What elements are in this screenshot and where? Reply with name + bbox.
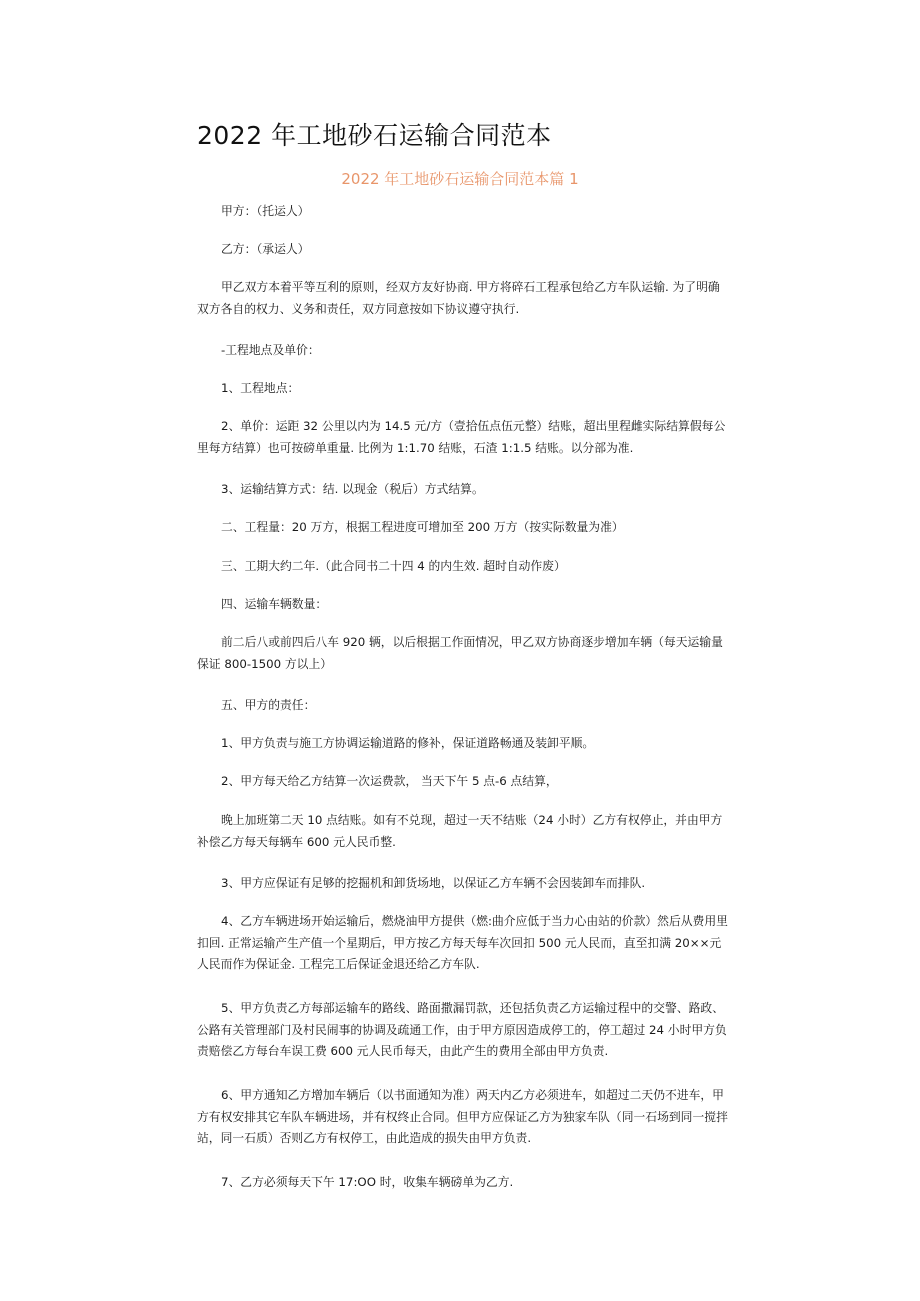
paragraph-section-1: -工程地点及单价：	[221, 343, 320, 357]
paragraph-duty-4: 4、乙方车辆进场开始运输后，燃烧油甲方提供（燃:曲介应低于当力心由站的价款）然后从费用里扣回. 正常运输产生产值一个星期后，甲方按乙方每天每车次回扣 500 元人民而，直至扣满 20××元人民而作为保证金. 工程完工后保证金退还给乙方车队.	[197, 914, 728, 971]
paragraph-duty-2-cont: 晚上加班第二天 10 点结账。如有不兑现，超过一天不结账（24 小时）乙方有权停止，并由甲方补偿乙方每天每辆车 600 元人民币整.	[197, 813, 723, 849]
paragraph-duty-6: 6、甲方通知乙方增加车辆后（以书面通知为准）两天内乙方必须进车，如超过二天仍不进车，甲方有权安排其它车队车辆进场，并有权终止合同。但甲方应保证乙方为独家车队（同一石场到同一搅拌站，同一石质）否则乙方有权停工，由此造成的损失由甲方负责.	[197, 1088, 728, 1145]
document-title: 2022 年工地砂石运输合同范本	[197, 121, 552, 150]
paragraph-settlement: 3、运输结算方式：结. 以现金（税后）方式结算。	[221, 482, 484, 496]
paragraph-unit-price: 2、单价：运距 32 公里以内为 14.5 元/方（壹拾伍点伍元整）结账，超出里程雌实际结算假每公里每方结算）也可按磅单重量. 比例为 1:1.70 结账，石渣 1:1.5 结账。以分部为准.	[197, 419, 726, 455]
paragraph-duty-5: 5、甲方负责乙方每部运输车的路线、路面撒漏罚款，还包括负责乙方运输过程中的交警、路政、公路有关管理部门及村民闹事的协调及疏通工作，由于甲方原因造成停工的，停工超过 24 小时甲方负责赔偿乙方每台车误工费 600 元人民币每天，由此产生的费用全部由甲方负责.	[197, 1001, 727, 1058]
paragraph-vehicle-count: 前二后八或前四后八车 920 辆，以后根据工作面情况，甲乙双方协商逐步增加车辆（每天运输量保证 800-1500 方以上）	[197, 635, 723, 671]
paragraph-party-a: 甲方：（托运人）	[221, 204, 310, 218]
document-subtitle: 2022 年工地砂石运输合同范本篇 1	[341, 170, 579, 188]
paragraph-preamble: 甲乙双方本着平等互利的原则，经双方友好协商. 甲方将碎石工程承包给乙方车队运输. 为了明确双方各自的权力、义务和责任，双方同意按如下协议遵守执行.	[197, 280, 720, 316]
paragraph-section-4: 四、运输车辆数量：	[221, 597, 328, 611]
paragraph-duty-3: 3、甲方应保证有足够的挖掘机和卸货场地，以保证乙方车辆不会因装卸车而排队.	[221, 876, 646, 890]
paragraph-section-5: 五、甲方的责任：	[221, 698, 316, 712]
paragraph-duty-2: 2、甲方每天给乙方结算一次运费款， 当天下午 5 点-6 点结算，	[221, 774, 558, 788]
paragraph-duty-1: 1、甲方负责与施工方协调运输道路的修补，保证道路畅通及装卸平顺。	[221, 736, 595, 750]
paragraph-section-2: 二、工程量：20 万方，根据工程进度可增加至 200 万方（按实际数量为准）	[221, 520, 624, 534]
paragraph-site-location: 1、工程地点：	[221, 381, 300, 395]
paragraph-party-b: 乙方：（承运人）	[221, 242, 310, 256]
paragraph-section-3: 三、工期大约二年.（此合同书二十四 4 的内生效. 超时自动作废）	[221, 559, 566, 573]
paragraph-duty-7: 7、乙方必须每天下午 17:OO 时，收集车辆磅单为乙方.	[221, 1175, 514, 1189]
